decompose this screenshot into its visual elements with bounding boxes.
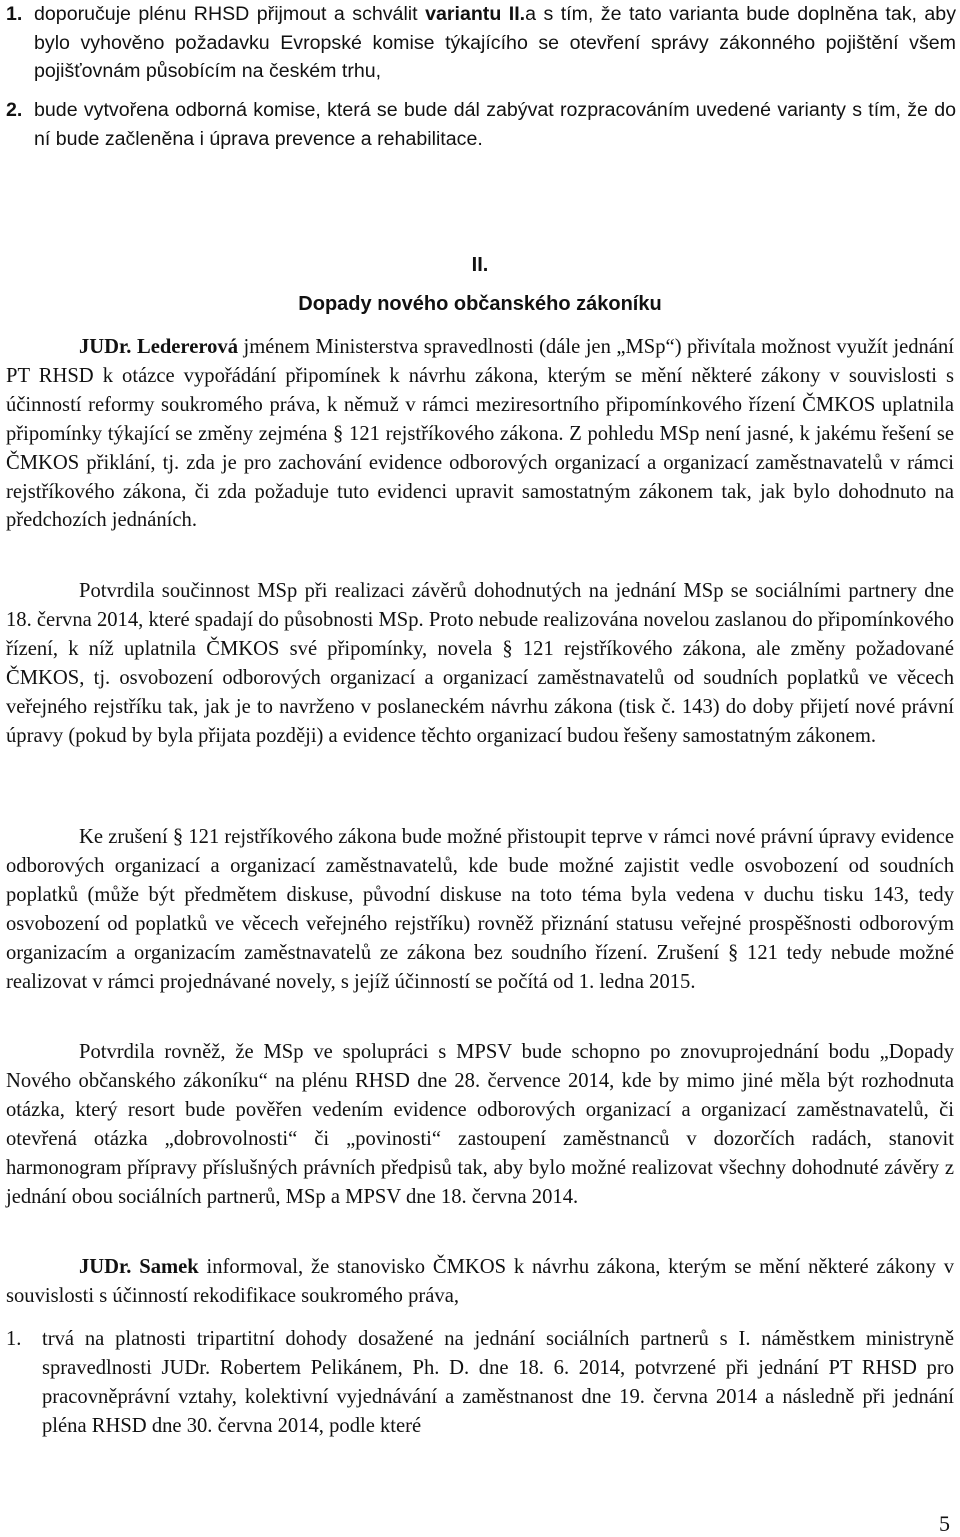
paragraph-soucinnost-text: Potvrdila součinnost MSp při realizaci závěrů dohodnutých na jednání MSp se sociálními partnery dne 18. června 2014, které spadají do působnosti MSp. Proto nebude realizována novelou zaslanou do připomínkového řízení, k níž uplatnila ČMKOS své připomínky, novela § 121 rejstříkového zákona, ale změny požadované ČMKOS, tj. osvobození odborových organizací a organizací zaměstnavatelů od soudních poplatků ve věcech veřejného rejstříku tak, jak je to navrženo v poslaneckém návrhu zákona (tisk č. 143) do doby přijetí nové právní úpravy (pokud by byla přijata později) a evidence těchto organizací budou řešeny samostatným zákonem. (6, 580, 954, 747)
speaker-title-2: JUDr. (79, 1256, 132, 1278)
closing-item-1-text: trvá na platnosti tripartitní dohody dosažené na jednání sociálních partnerů s I. náměstkem ministryně spravedlnosti JUDr. Robertem Pelikánem, Ph. D. dne 18. 6. 2014, potvrzené při jednání PT RHSD pro pracovněprávní vztahy, kolektivní vyjednávání a zaměstnanost dne 19. června 2014 a následně při jednání pléna RHSD dne 30. června 2014, podle které (42, 1328, 954, 1437)
intro-item-2-number: 2. (6, 99, 23, 121)
paragraph-samek-text: informoval, že stanovisko ČMKOS k návrhu zákona, kterým se mění některé zákony v souvislosti s účinností rekodifikace soukromého práva, (6, 1256, 955, 1307)
closing-item-1 (6, 1325, 954, 1441)
speaker-name-samek: Samek (139, 1256, 199, 1278)
section-number: II. (471, 254, 489, 276)
paragraph-potvrdila-text: Potvrdila rovněž, že MSp ve spolupráci s MPSV bude schopno po znovuprojednání bodu „Dopady Nového občanského zákoníku“ na plénu RHSD dne 28. července 2014, kde by mimo jiné měla být rozhodnuta otázka, který resort bude pověřen vedením evidence odborových organizací a organizací zaměstnavatelů, či otevřená otázka „dobrovolnosti“ či „povinosti“ zastoupení zaměstnanců v dozorčích radách, stanovit harmonogram přípravy příslušných právních předpisů tak, aby bylo možné realizovat všechny dohodnuté závěry z jednání obou sociálních partnerů, MSp a MPSV dne 18. června 2014. (6, 1041, 954, 1208)
intro-item-1-lead: doporučuje plénu RHSD přijmout a schválit (34, 3, 418, 25)
intro-item-1-bold: variantu II. (425, 3, 526, 25)
speaker-name-ledererova: Ledererová (136, 336, 238, 358)
paragraph-ledererova (6, 333, 954, 535)
intro-item-1 (6, 0, 956, 86)
paragraph-samek (6, 1253, 954, 1311)
intro-item-1-body (34, 0, 956, 86)
closing-item-1-number: 1. (6, 1328, 22, 1350)
paragraph-zruseni (6, 823, 954, 996)
intro-item-2-text: bude vytvořena odborná komise, která se bude dál zabývat rozpracováním uvedené varianty s tím, že do ní bude začleněna i úprava prevence a rehabilitace. (34, 99, 956, 150)
intro-item-2-body (34, 96, 956, 153)
intro-item-2 (6, 96, 956, 153)
paragraph-soucinnost (6, 577, 954, 750)
speaker-title: JUDr. (79, 336, 132, 358)
paragraph-zruseni-text: Ke zrušení § 121 rejstříkového zákona bude možné přistoupit teprve v rámci nové právní úpravy evidence odborových organizací a organizací zaměstnavatelů, kde bude možné zajistit vedle osvobození od soudních poplatků (může být předmětem diskuse, původní diskuse na toto téma byla vedena v duchu tisku 143, tedy osvobození od poplatků ve věcech veřejného rejstříku) rovněž přiznání statusu veřejné prospěšnosti odborovým organizacím a organizacím zaměstnavatelů ze zákona bez soudního řízení. Zrušení § 121 tedy nebude možné realizovat v rámci projednávané novely, s jejíž účinností se počítá od 1. ledna 2015. (6, 826, 954, 993)
page-number: 5 (939, 1511, 950, 1536)
paragraph-potvrdila (6, 1038, 954, 1211)
paragraph-ledererova-text: jménem Ministerstva spravedlnosti (dále jen „MSp“) přivítala možnost využít jednání PT RHSD k otázce vypořádání připomínek k návrhu zákona, kterým se mění některé zákony v souvislosti s účinností reformy soukromého práva, k němuž v rámci meziresortního připomínkového řízení ČMKOS uplatnila připomínky týkající se změny zejména § 121 rejstříkového zákona. Z pohledu MSp není jasné, k jakému řešení se ČMKOS přiklání, tj. zda je pro zachování evidence odborových organizací a organizací zaměstnavatelů v rámci rejstříkového zákona, či zda požaduje tuto evidenci upravit samostatným zákonem tak, jak bylo dohodnuto na předchozích jednáních. (6, 336, 955, 532)
intro-item-1-text: a s tím, že tato varianta bude doplněna tak, aby bylo vyhověno požadavku Evropské komise týkajícího se otevření správy zákonného pojištění všem pojišťovnám působícím na českém trhu, (34, 3, 956, 83)
intro-item-1-number: 1. (6, 3, 23, 25)
section-title: Dopady nového občanského zákoníku (298, 293, 662, 315)
